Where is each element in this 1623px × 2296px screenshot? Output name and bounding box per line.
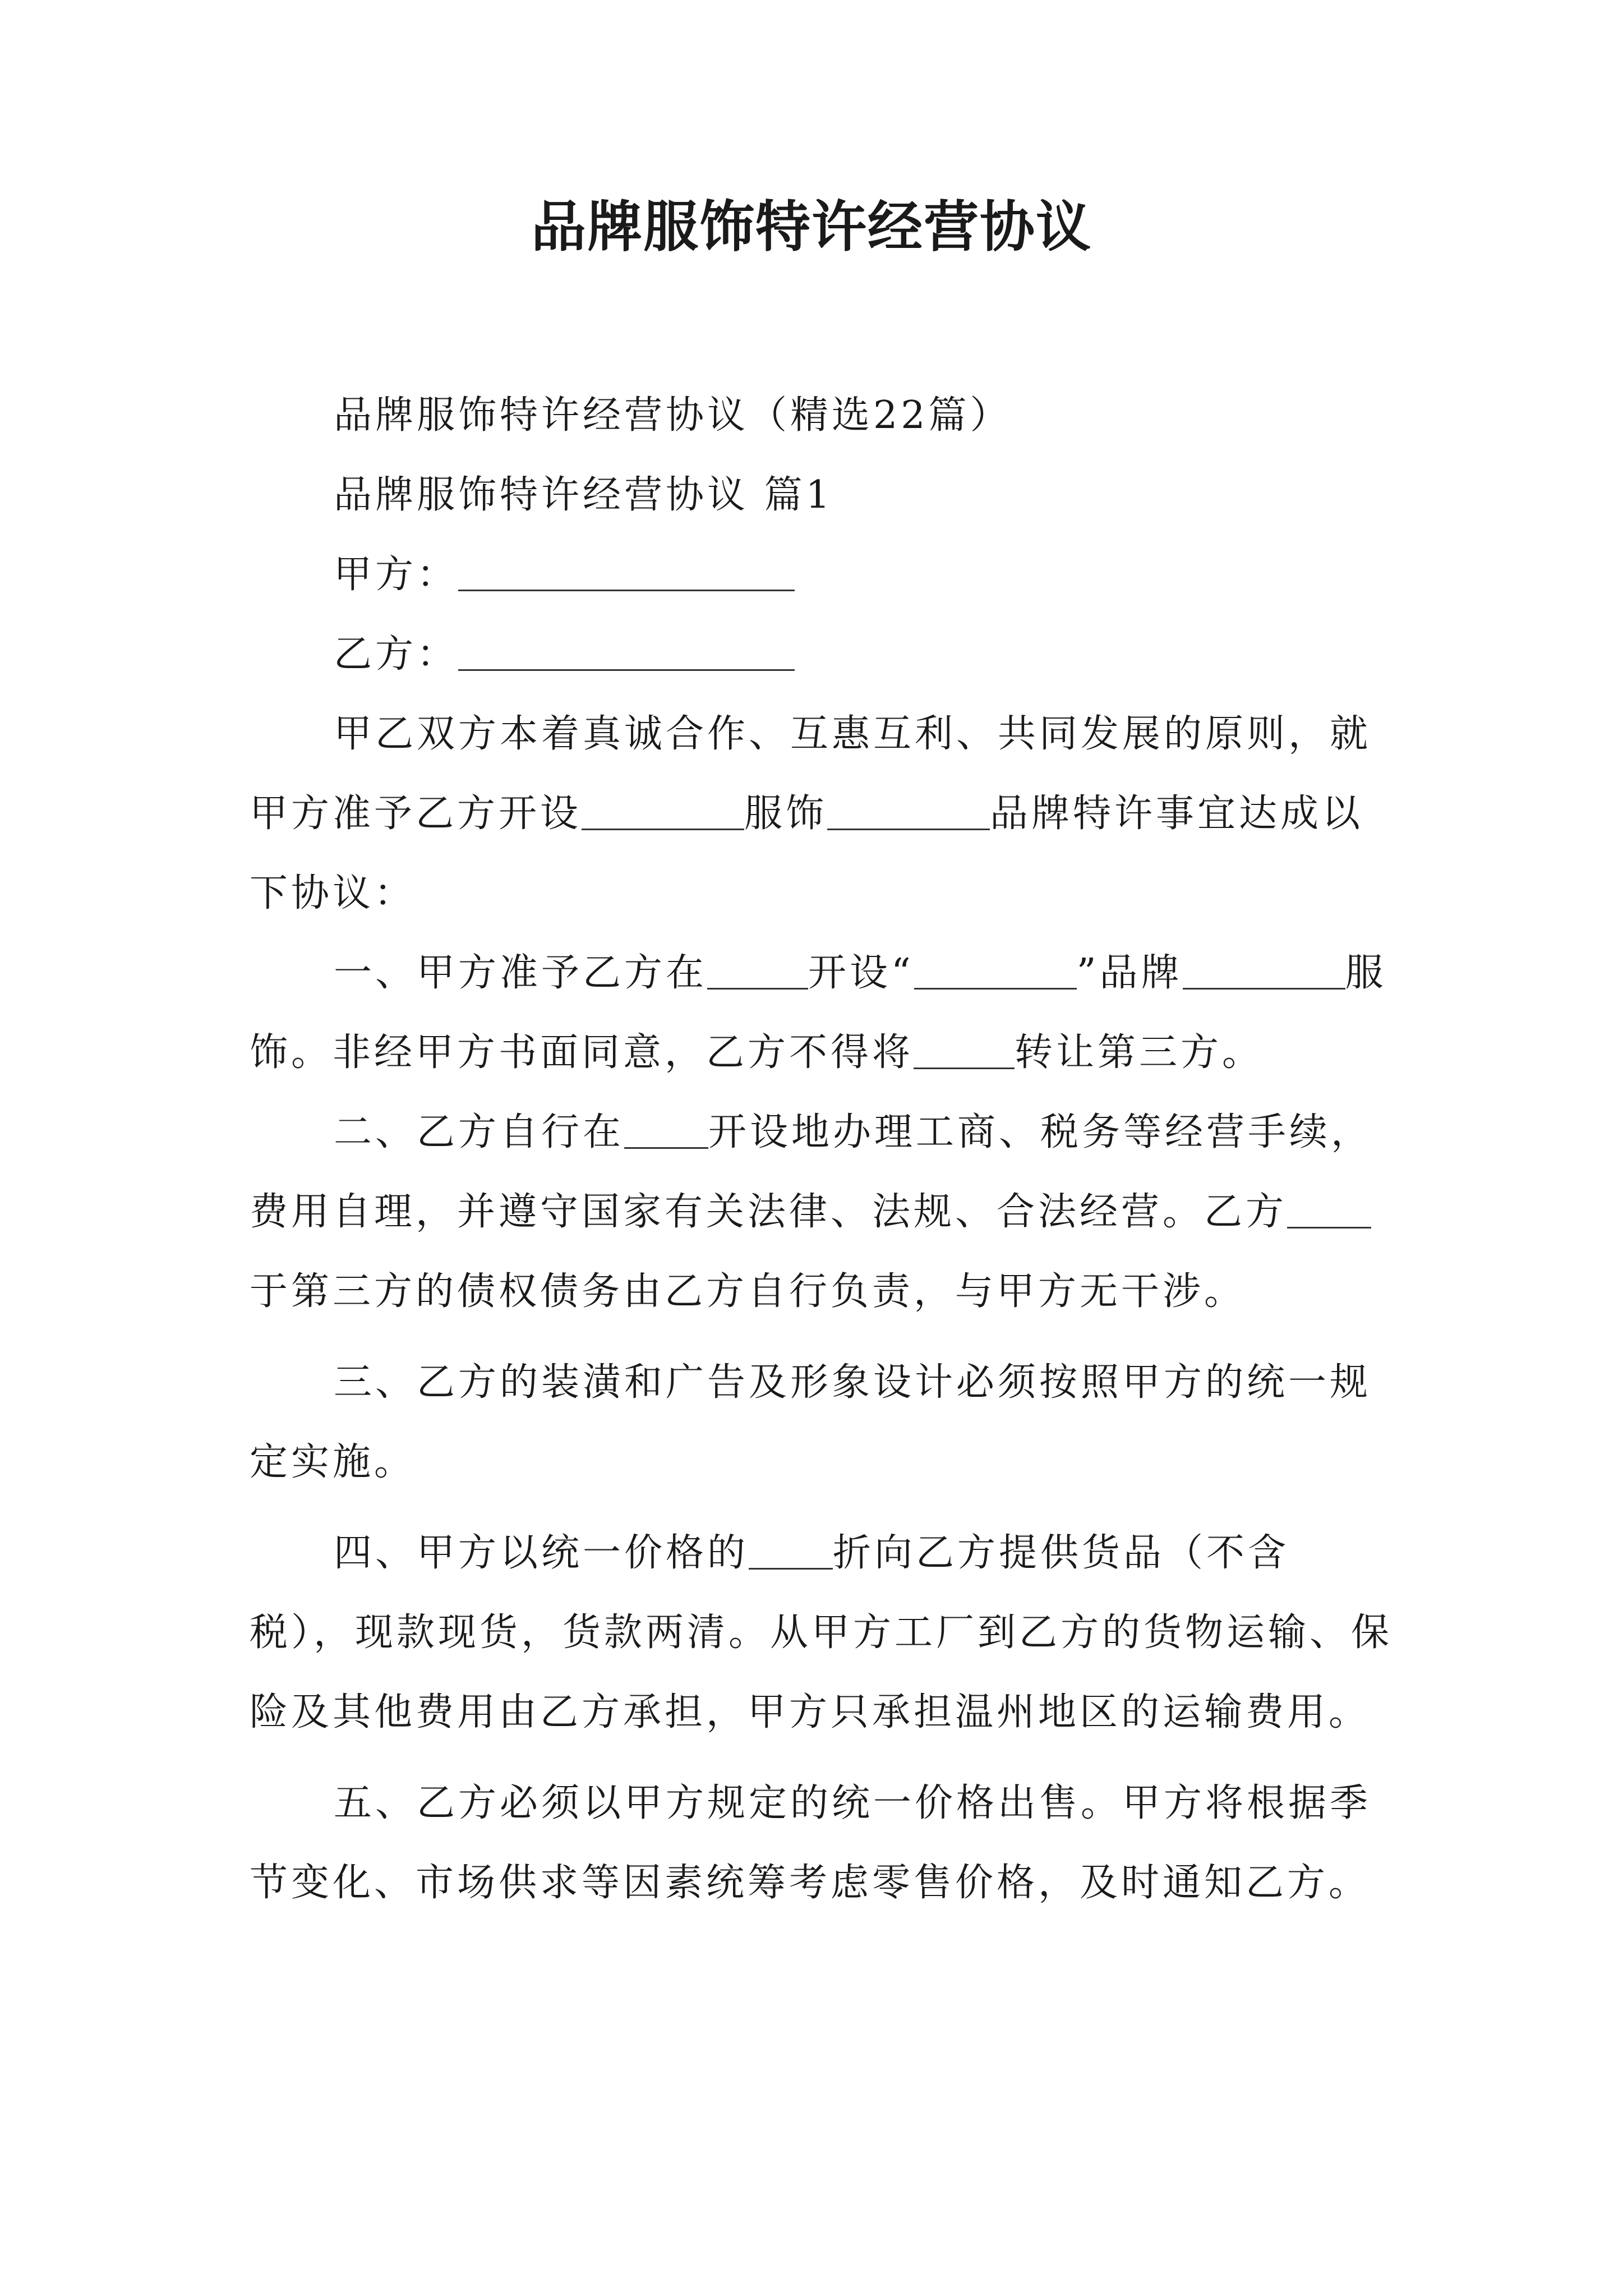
clause-1-text-5: 转让第三方。 — [1015, 1030, 1264, 1075]
document-body — [250, 376, 1394, 1923]
clause-3: 三、乙方的装潢和广告及形象设计必须按照甲方的统一规定实施。 — [250, 1360, 1372, 1484]
clause-2-text-2: 开设地办理工商、税务等经营手续，费用自理，并遵守国家有关法律、法规、合法经营。乙方 — [250, 1110, 1373, 1234]
section-heading: 品牌服饰特许经营协议 篇1 — [334, 473, 833, 517]
clause-1-text-1: 一、甲方准予乙方在 — [334, 951, 708, 995]
clause-1-blank-1 — [707, 950, 808, 990]
party-a-line — [250, 535, 1394, 615]
clause-1-blank-2 — [914, 950, 1077, 990]
intro-text-1: 甲乙双方本着真诚合作、互惠互利、共同发展的原则，就甲方准予乙方开设 — [250, 712, 1372, 836]
clause-1-text-2: 开设“ — [808, 951, 914, 995]
clause-1-blank-3 — [1183, 950, 1345, 990]
clause-1-text-3: ”品牌 — [1076, 951, 1183, 995]
document-subtitle: 品牌服饰特许经营协议（精选22篇） — [334, 393, 1012, 438]
clause-1 — [250, 933, 1394, 1093]
clause-4-text-1: 四、甲方以统一价格的 — [334, 1531, 749, 1575]
clause-4 — [250, 1513, 1394, 1752]
clause-4-text-2: 折向乙方提供货品（不含税），现款现货，货款两清。从甲方工厂到乙方的货物运输、保险及其他费用由乙方承担，甲方只承担温州地区的运输费用。 — [250, 1531, 1393, 1734]
intro-text-2: 服饰 — [744, 792, 828, 836]
clause-1-text-4: 服饰。非经甲方书面同意，乙方不得将 — [250, 951, 1387, 1075]
intro-text-3: 品牌特许事宜达成以下协议： — [250, 792, 1364, 915]
document-title: 品牌服饰特许经营协议 — [531, 195, 1092, 259]
clause-2-text-1: 二、乙方自行在 — [334, 1110, 625, 1154]
intro-paragraph — [250, 694, 1394, 933]
clause-2 — [250, 1093, 1394, 1332]
intro-blank-1 — [582, 790, 744, 830]
clause-5: 五、乙方必须以甲方规定的统一价格出售。甲方将根据季节变化、市场供求等因素统筹考虑零售价格，及时通知乙方。 — [250, 1781, 1372, 1905]
clause-2-blank-1 — [624, 1109, 708, 1149]
clause-2-blank-2 — [1287, 1189, 1371, 1228]
party-a-label: 甲方： — [334, 553, 459, 597]
party-b-line — [250, 615, 1394, 694]
clause-1-blank-4 — [914, 1029, 1015, 1069]
clause-4-blank-1 — [749, 1530, 833, 1570]
party-b-label: 乙方： — [334, 632, 459, 677]
intro-blank-2 — [827, 790, 990, 830]
party-b-blank — [458, 631, 795, 671]
party-a-blank — [458, 551, 795, 591]
clause-2-text-3: 于第三方的债权债务由乙方自行负责，与甲方无干涉。 — [250, 1269, 1246, 1314]
